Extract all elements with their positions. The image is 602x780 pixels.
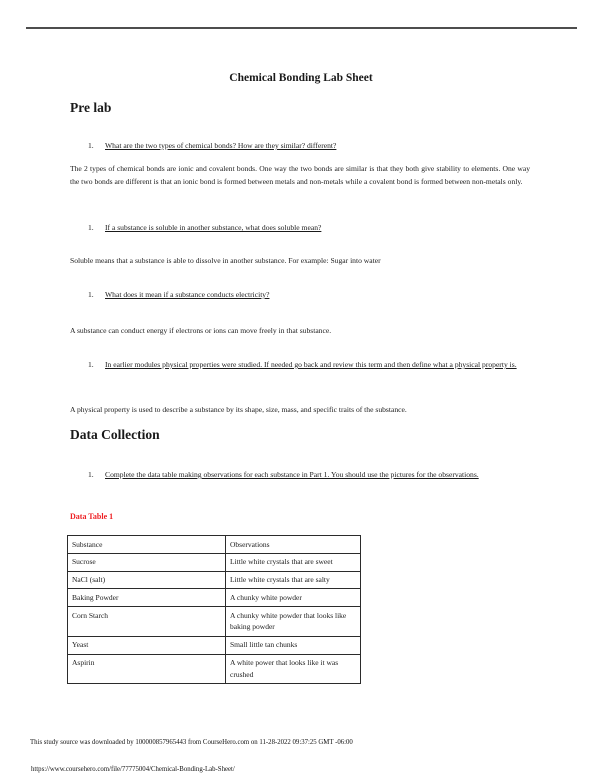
question-text: What does it mean if a substance conducts electricity? <box>105 290 270 299</box>
question-number: 1. <box>88 223 94 232</box>
substance-cell: Sucrose <box>68 553 226 571</box>
question-text: If a substance is soluble in another substance, what does soluble mean? <box>105 223 322 232</box>
answer-paragraph-4: A physical property is used to describe a substance by its shape, size, mass, and specific traits of the substance. <box>70 405 407 414</box>
observation-cell: Little white crystals that are sweet <box>226 553 361 571</box>
table-header-observations: Observations <box>226 536 361 554</box>
table-row <box>68 654 361 684</box>
data-collection-instruction <box>88 468 526 481</box>
header-divider <box>26 27 577 29</box>
question-item-3 <box>88 288 526 301</box>
substance-cell: Aspirin <box>68 654 226 684</box>
question-text: In earlier modules physical properties were studied. If needed go back and review this term and then define what a physical property is. <box>105 360 517 369</box>
substance-cell: Baking Powder <box>68 589 226 607</box>
answer-paragraph-3: A substance can conduct energy if electrons or ions can move freely in that substance. <box>70 326 332 335</box>
question-text: Complete the data table making observations for each substance in Part 1. You should use the pictures for the observations. <box>105 470 479 479</box>
observation-cell: A chunky white powder <box>226 589 361 607</box>
table-row <box>68 571 361 589</box>
substance-cell: Yeast <box>68 636 226 654</box>
substance-cell: Corn Starch <box>68 607 226 637</box>
footer-download-note: This study source was downloaded by 100000857965443 from CourseHero.com on 11-28-2022 09:37:25 GMT -06:00 <box>30 739 353 746</box>
question-number: 1. <box>88 360 94 369</box>
answer-paragraph-2: Soluble means that a substance is able to dissolve in another substance. For example: Sugar into water <box>70 256 381 265</box>
data-table-1 <box>67 535 361 684</box>
footer-url-link[interactable]: https://www.coursehero.com/file/77775004/Chemical-Bonding-Lab-Sheet/ <box>31 766 235 773</box>
table-header-row <box>68 536 361 554</box>
observation-cell: A white power that looks like it was crushed <box>226 654 361 684</box>
observation-cell: Small little tan chunks <box>226 636 361 654</box>
question-item-4 <box>88 358 526 371</box>
table-row <box>68 607 361 637</box>
question-item-2 <box>88 221 526 234</box>
question-number: 1. <box>88 141 94 150</box>
question-number: 1. <box>88 470 94 479</box>
table-row <box>68 589 361 607</box>
page-title: Chemical Bonding Lab Sheet <box>229 72 373 84</box>
question-text: What are the two types of chemical bonds? How are they similar? different? <box>105 141 337 150</box>
substance-cell: NaCl (salt) <box>68 571 226 589</box>
observation-cell: A chunky white powder that looks like baking powder <box>226 607 361 637</box>
table-row <box>68 636 361 654</box>
section-heading-prelab: Pre lab <box>70 100 112 115</box>
question-number: 1. <box>88 290 94 299</box>
table-row <box>68 553 361 571</box>
data-table-label: Data Table 1 <box>70 512 114 521</box>
table-header-substance: Substance <box>68 536 226 554</box>
question-item-1 <box>88 139 526 152</box>
answer-paragraph-1: The 2 types of chemical bonds are ionic and covalent bonds. One way the two bonds are similar is that they both give stability to elements. One way the two bonds are different is that an ionic bond is formed between metals and non-metals while a covalent bond is formed between non-metals only. <box>70 164 530 186</box>
observation-cell: Little white crystals that are salty <box>226 571 361 589</box>
section-heading-data-collection: Data Collection <box>70 427 160 442</box>
